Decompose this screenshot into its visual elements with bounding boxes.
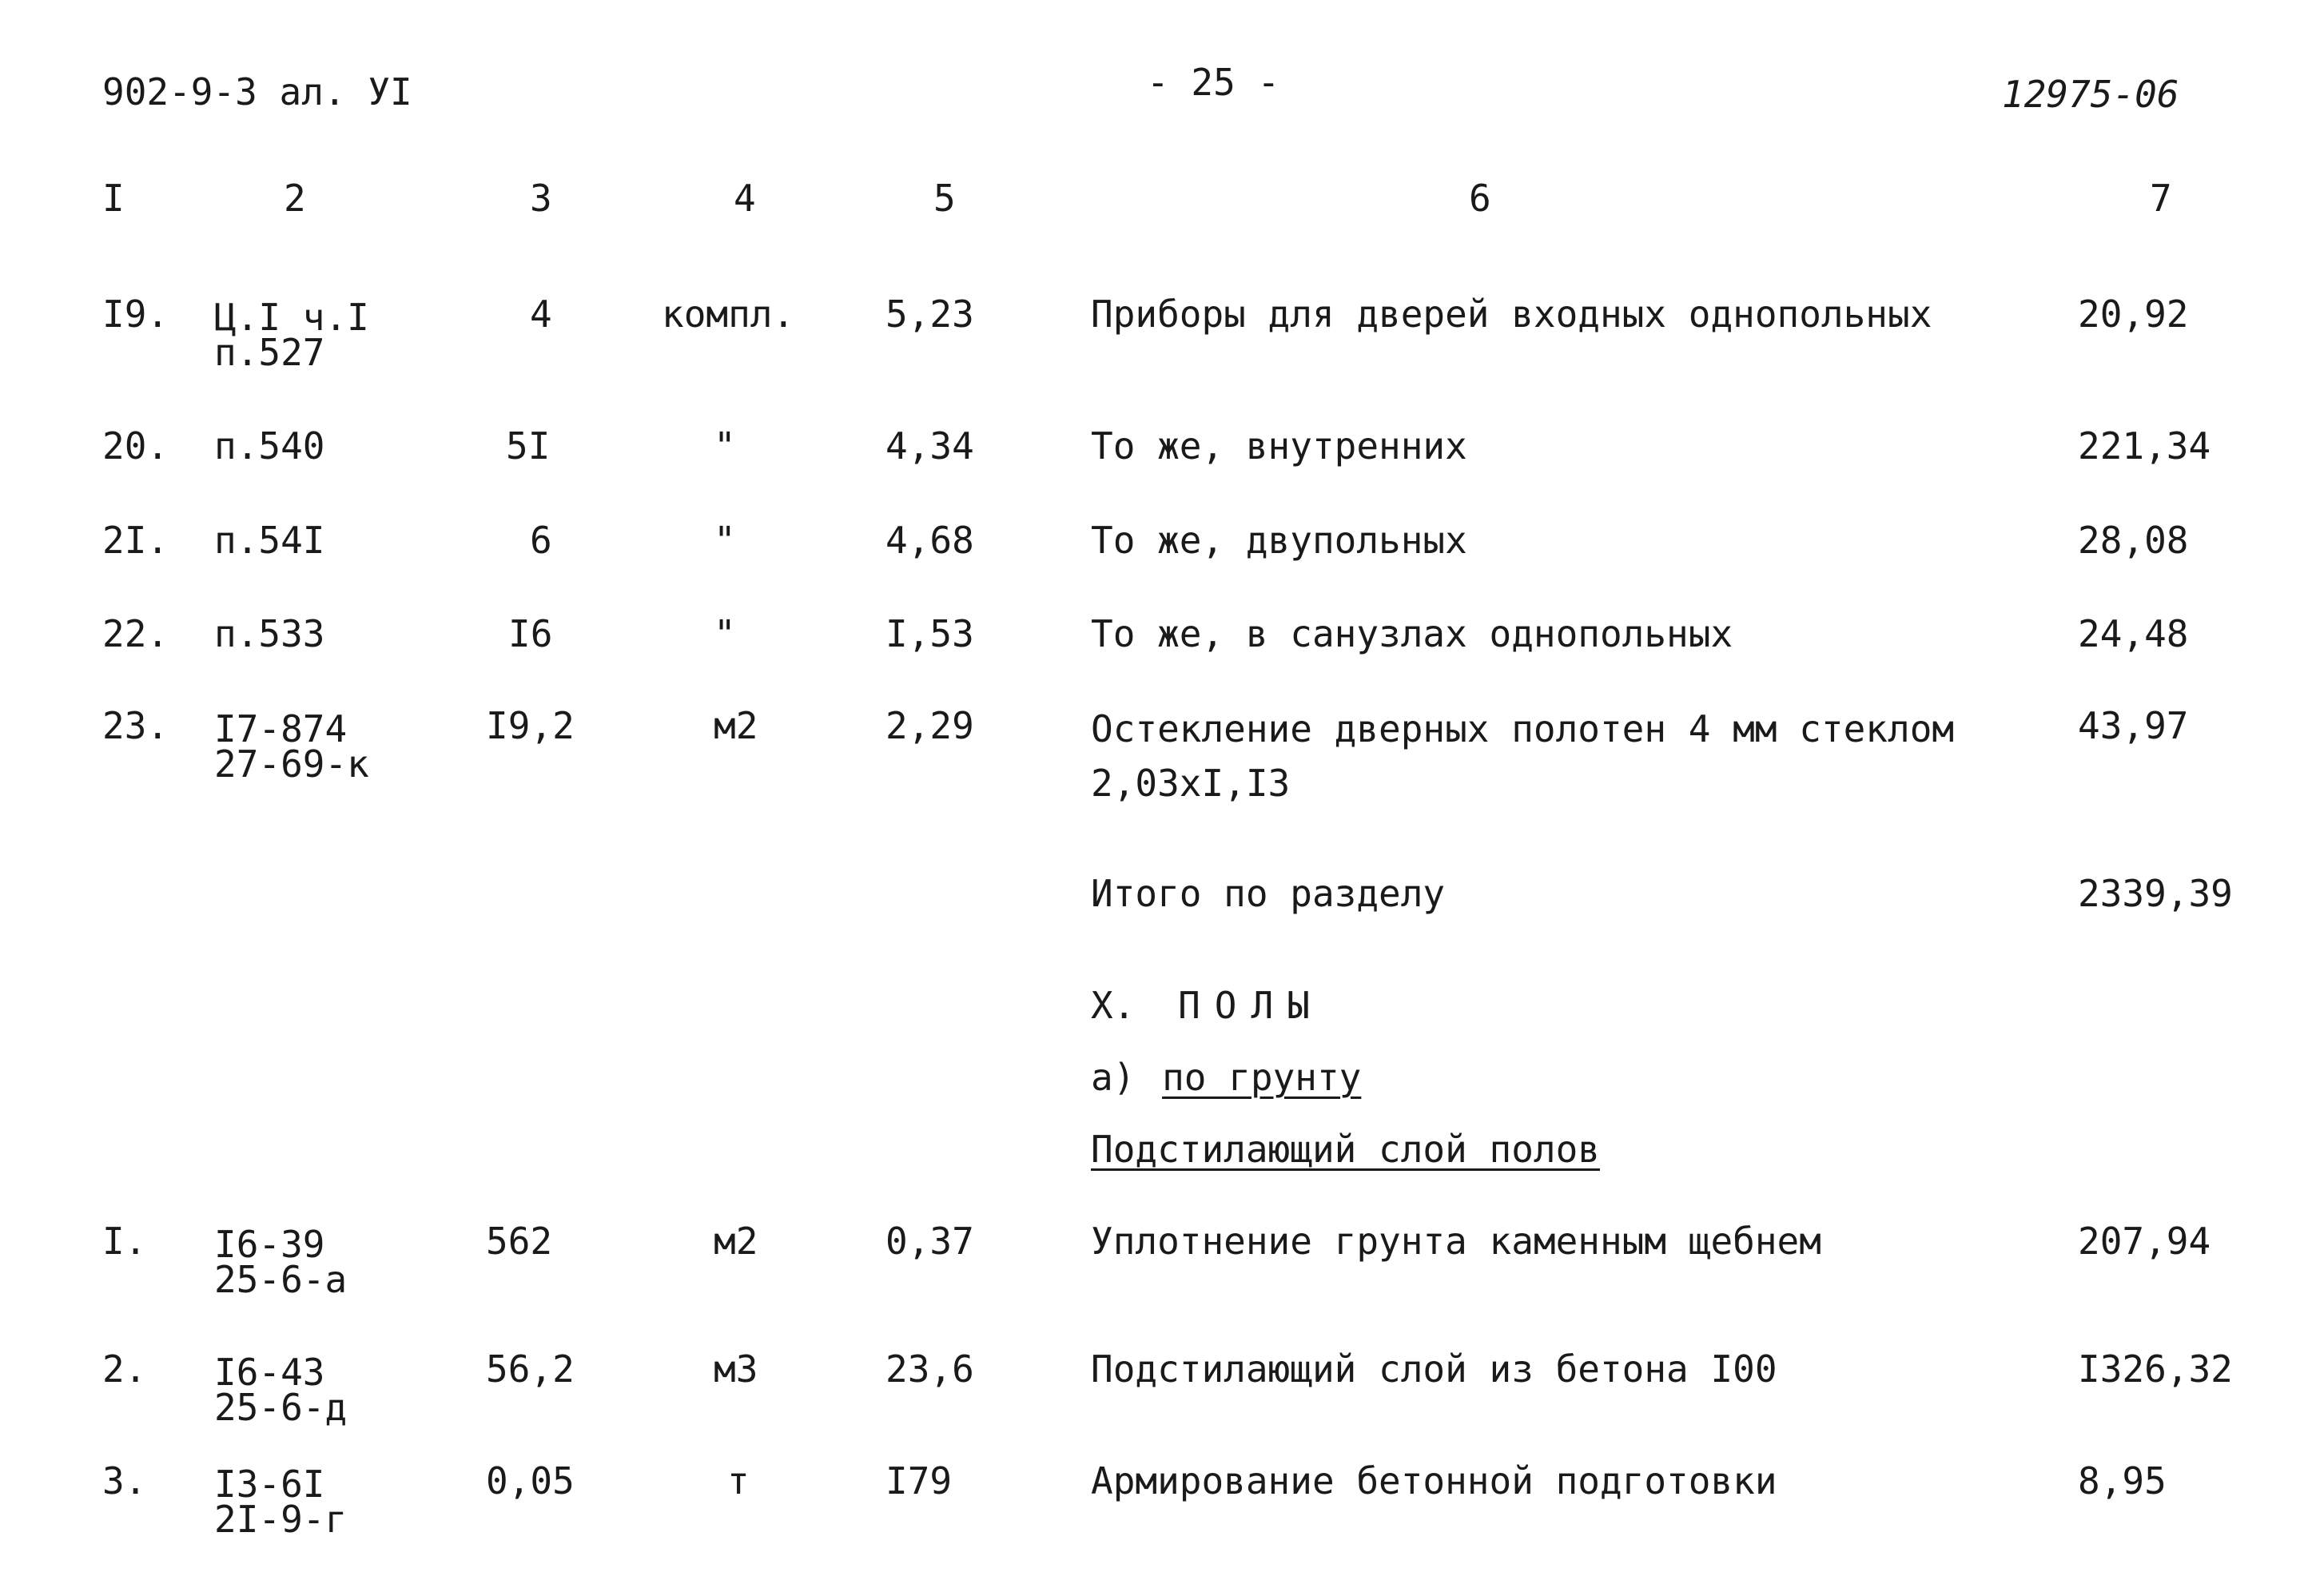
row-code: Ц.I ч.I п.527 (214, 296, 369, 374)
section-heading-title: ПОЛЫ (1178, 984, 1324, 1027)
row-unit: компл. (662, 293, 795, 336)
row-description: То же, двупольных (1091, 519, 1467, 562)
row-number: 3. (102, 1459, 147, 1502)
section-heading-prefix: Х. (1091, 984, 1136, 1027)
section-heading (1091, 984, 1324, 1027)
row-unit: " (714, 519, 736, 562)
column-number-4: 4 (734, 177, 756, 220)
column-number-7: 7 (2150, 177, 2172, 220)
row-price: 5,23 (885, 293, 974, 336)
row-quantity: I6 (508, 612, 553, 655)
subsection-prefix: а) (1091, 1056, 1136, 1099)
row-number: 20. (102, 424, 169, 468)
row-total: 8,95 (2078, 1459, 2167, 1502)
column-number-1: I (102, 177, 125, 220)
subsection-label: по грунту (1162, 1056, 1362, 1099)
page-number: - 25 - (1147, 61, 1280, 104)
row-description: То же, внутренних (1091, 424, 1467, 468)
row-code: п.54I (214, 519, 325, 562)
row-unit: т (727, 1459, 750, 1502)
row-unit: " (714, 424, 736, 468)
row-quantity: 6 (530, 519, 552, 562)
row-price: 4,34 (885, 424, 974, 468)
row-code: I6-39 25-6-а (214, 1223, 348, 1301)
row-code: I7-874 27-69-к (214, 707, 369, 786)
row-quantity: 4 (530, 293, 552, 336)
row-price: 2,29 (885, 704, 974, 747)
inventory-number: 12975-06 (2002, 73, 2179, 116)
layer-heading: Подстилающий слой полов (1091, 1128, 1600, 1171)
row-quantity: 0,05 (486, 1459, 575, 1502)
row-quantity: I9,2 (486, 704, 575, 747)
row-price: 23,6 (885, 1347, 974, 1391)
row-unit: м2 (714, 704, 758, 747)
row-price: I79 (885, 1459, 953, 1502)
row-price: 4,68 (885, 519, 974, 562)
row-description: Уплотнение грунта каменным щебнем (1091, 1220, 1821, 1263)
document-code: 902-9-3 ал. УI (102, 70, 412, 113)
row-description: Приборы для дверей входных однопольных (1091, 293, 1932, 336)
row-total: I326,32 (2078, 1347, 2233, 1391)
row-code: I6-43 25-6-д (214, 1351, 348, 1429)
row-quantity: 56,2 (486, 1347, 575, 1391)
row-price: 0,37 (885, 1220, 974, 1263)
row-code: I3-6I 2I-9-г (214, 1463, 348, 1541)
row-number: 2I. (102, 519, 169, 562)
row-number: I. (102, 1220, 147, 1263)
row-description: Армирование бетонной подготовки (1091, 1459, 1777, 1502)
column-number-3: 3 (530, 177, 552, 220)
row-description: Подстилающий слой из бетона I00 (1091, 1347, 1777, 1391)
row-description: То же, в санузлах однопольных (1091, 612, 1733, 655)
row-code: п.533 (214, 612, 325, 655)
section-total-label: Итого по разделу (1091, 872, 1446, 915)
row-total: 43,97 (2078, 704, 2189, 747)
row-quantity: 5I (506, 424, 551, 468)
row-unit: " (714, 612, 736, 655)
row-code: п.540 (214, 424, 325, 468)
section-total-value: 2339,39 (2078, 872, 2233, 915)
column-number-2: 2 (284, 177, 306, 220)
column-number-5: 5 (933, 177, 956, 220)
row-total: 20,92 (2078, 293, 2189, 336)
row-unit: м2 (714, 1220, 758, 1263)
row-unit: м3 (714, 1347, 758, 1391)
row-number: I9. (102, 293, 169, 336)
row-total: 24,48 (2078, 612, 2189, 655)
row-quantity: 562 (486, 1220, 553, 1263)
row-number: 2. (102, 1347, 147, 1391)
row-total: 207,94 (2078, 1220, 2211, 1263)
row-total: 28,08 (2078, 519, 2189, 562)
row-price: I,53 (885, 612, 974, 655)
row-number: 22. (102, 612, 169, 655)
row-number: 23. (102, 704, 169, 747)
row-description: Остекление дверных полотен 4 мм стеклом 2,03хI,I3 (1091, 707, 1955, 805)
row-total: 221,34 (2078, 424, 2211, 468)
column-number-6: 6 (1469, 177, 1491, 220)
subsection-heading (1091, 1056, 1362, 1099)
